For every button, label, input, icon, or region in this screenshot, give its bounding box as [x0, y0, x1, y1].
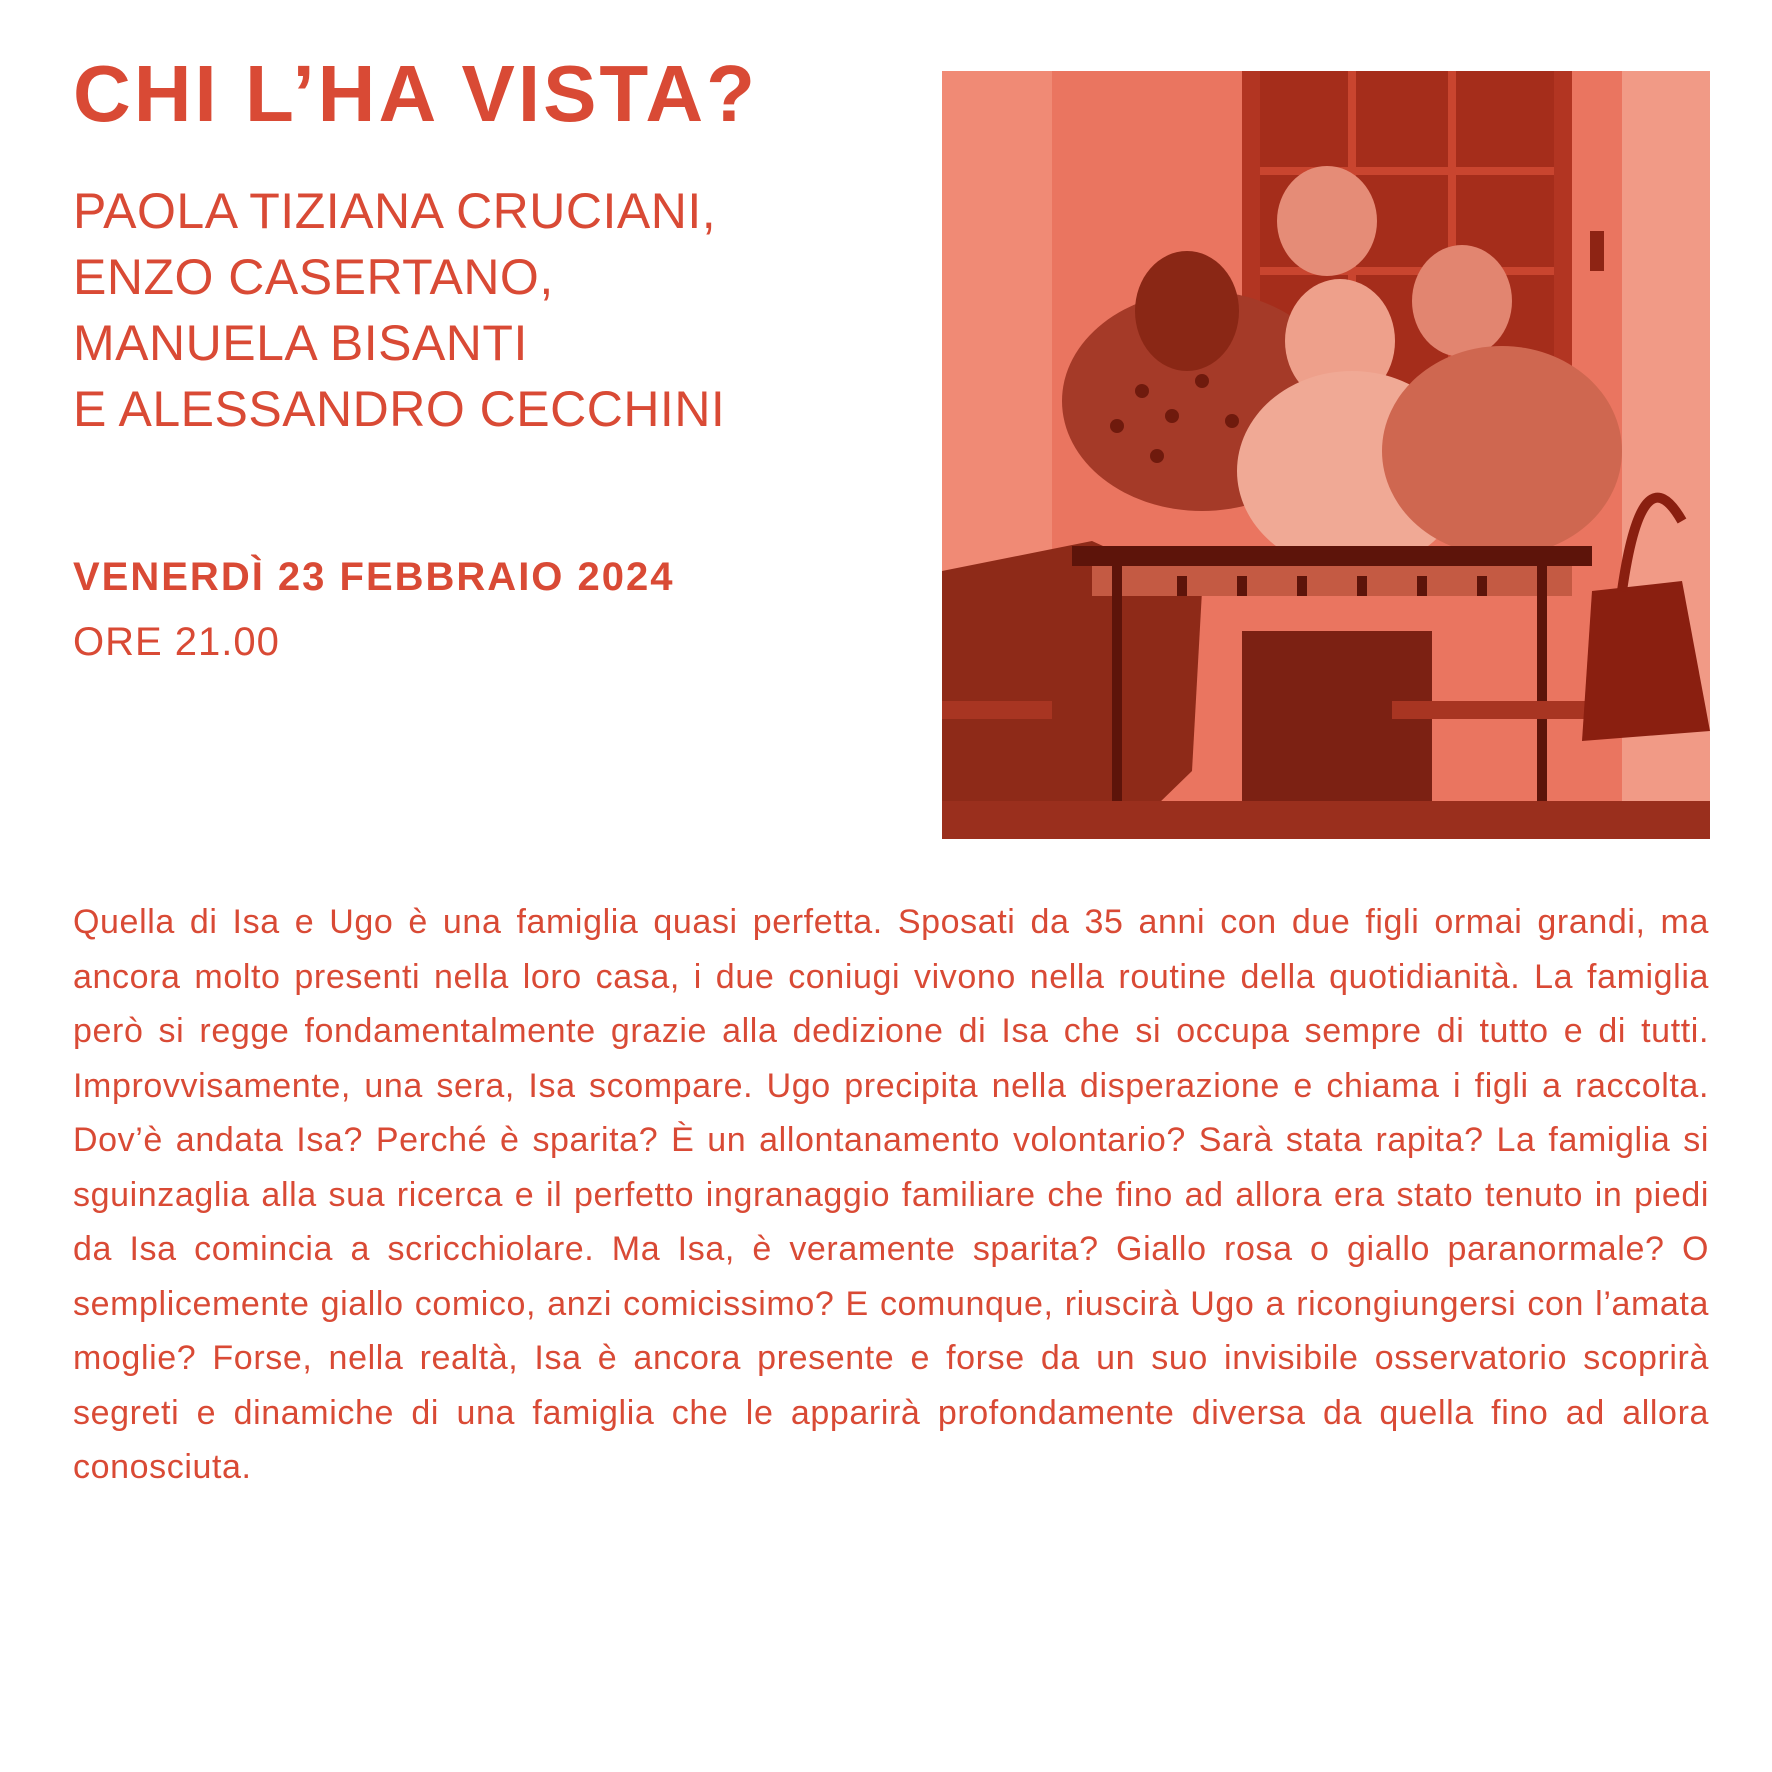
- cast-list: [73, 178, 725, 442]
- cast-line: MANUELA BISANTI: [73, 315, 528, 371]
- event-time: ORE 21.00: [73, 620, 280, 664]
- cast-line: ENZO CASERTANO,: [73, 249, 554, 305]
- cast-line: E ALESSANDRO CECCHINI: [73, 381, 726, 437]
- stage-photo: [942, 71, 1710, 839]
- cast-line: PAOLA TIZIANA CRUCIANI,: [73, 183, 717, 239]
- show-description: Quella di Isa e Ugo è una famiglia quasi perfetta. Sposati da 35 anni con due figli ormai grandi, ma ancora molto presenti nella loro casa, i due coniugi vivono nella routine della quotidianità. La famiglia però si regge fondamentalmente grazie alla dedizione di Isa che si occupa sempre di tutto e di tutti. Improvvisamente, una sera, Isa scompare. Ugo precipita nella disperazione e chiama i figli a raccolta. Dov’è andata Isa? Perché è sparita? È un allontanamento volontario? Sarà stata rapita? La famiglia si sguinzaglia alla sua ricerca e il perfetto ingranaggio familiare che fino ad allora era stato tenuto in piedi da Isa comincia a scricchiolare. Ma Isa, è veramente sparita? Giallo rosa o giallo paranormale? O semplicemente giallo comico, anzi comicissimo? E comunque, riuscirà Ugo a ricongiungersi con l’amata moglie? Forse, nella realtà, Isa è ancora presente e forse da un suo invisibile osservatorio scoprirà segreti e dinamiche di una famiglia che le apparirà profondamente diversa da quella fino ad allora conosciuta.: [73, 903, 1709, 1486]
- show-title: CHI L’HA VISTA?: [73, 49, 758, 138]
- stage-photo-illustration: [942, 71, 1710, 839]
- event-date: VENERDÌ 23 FEBBRAIO 2024: [73, 555, 675, 599]
